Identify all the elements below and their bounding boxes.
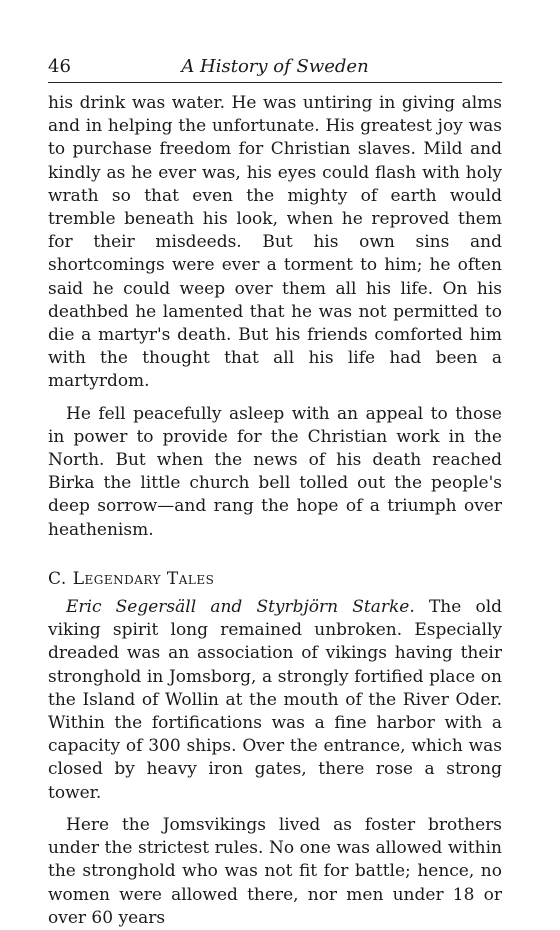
running-title: A History of Sweden: [181, 56, 369, 77]
section-heading: [48, 568, 502, 591]
paragraph-continued: his drink was water. He was untiring in giving alms and in helping the unfortunate. His greatest joy was to purchase freedom for Christian slaves. Mild and kindly as he ever was, his eyes could flash with holy wrath so that even the mighty of earth would tremble beneath his look, when he reproved them for their misdeeds. But his own sins and shortcomings were ever a torment to him; he often said he could weep over them all his life. On his deathbed he lamented that he was not permitted to die a martyr's death. But his friends comforted him with the thought that all his life had been a martyrdom.: [48, 93, 502, 392]
section-letter: C.: [48, 568, 67, 589]
section-title: Legendary Tales: [72, 568, 215, 589]
page-number: 46: [48, 56, 71, 77]
page-body: [48, 92, 502, 930]
run-in-title: Eric Segersäll and Styrbjörn Starke.: [66, 597, 415, 618]
paragraph-jomsvikings: Here the Jomsvikings lived as foster brothers under the strictest rules. No one was allowed within the stronghold who was not fit for battle; hence, no women were allowed there, nor men under 18 or over 60 years: [48, 814, 502, 928]
paragraph-jomsborg-text: The old viking spirit long remained unbroken. Especially dreaded was an association of vikings having their stronghold in Jomsborg, a strongly fortified place on the Island of Wollin at the mouth of the River Oder. Within the fortifications was a fine harbor with a capacity of 300 ships. Over the entrance, which was closed by heavy iron gates, there rose a strong tower.: [48, 597, 503, 803]
page-header: [48, 56, 502, 83]
paragraph-jomsborg: [48, 596, 502, 805]
paragraph-death: He fell peacefully asleep with an appeal to those in power to provide for the Christian work in the North. But when the news of his death reached Birka the little church bell tolled out the people's deep sorrow—and rang the hope of a triumph over heathenism.: [48, 403, 502, 540]
